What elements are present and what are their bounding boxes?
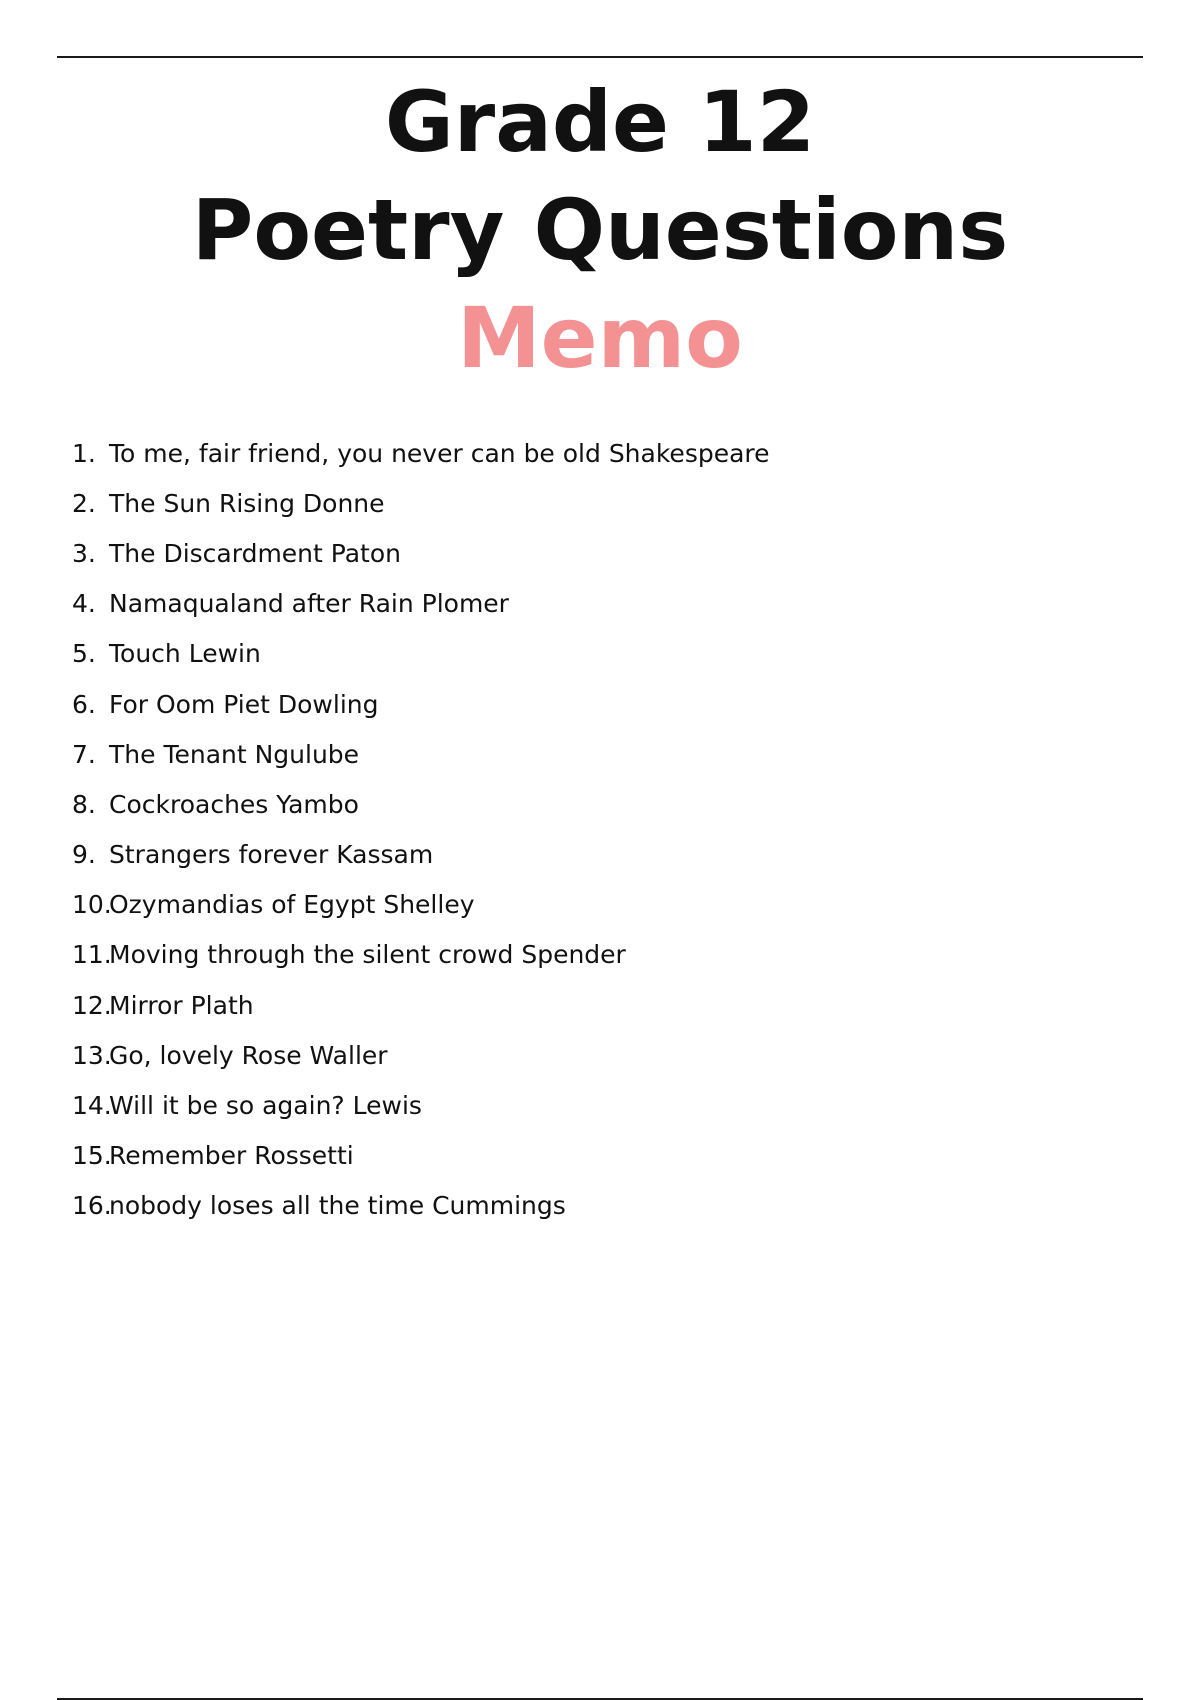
item-text: Touch Lewin [109,639,261,669]
item-text: Moving through the silent crowd Spender [109,940,626,970]
list-item [72,830,1132,880]
list-item [72,880,1132,930]
item-number: 11. [72,940,112,970]
item-text: Go, lovely Rose Waller [109,1040,388,1070]
item-number: 4. [72,589,96,619]
item-text: To me, fair friend, you never can be old Shakespeare [109,438,770,468]
page-title: Poetry Questions [191,181,1009,279]
item-number: 9. [72,840,96,870]
list-item [72,1131,1132,1181]
list-item [72,1080,1132,1130]
item-number: 8. [72,789,96,819]
item-text: The Sun Rising Donne [109,488,385,518]
item-text: Strangers forever Kassam [109,840,434,870]
item-number: 6. [72,689,96,719]
page-subtitle-memo: Memo [457,289,743,387]
list-item [72,779,1132,829]
top-divider [57,56,1143,58]
item-text: The Tenant Ngulube [109,739,360,769]
list-item [72,679,1132,729]
list-item [72,428,1132,478]
item-text: The Discardment Paton [109,538,401,568]
item-text: Ozymandias of Egypt Shelley [109,890,475,920]
item-number: 14. [72,1091,112,1121]
item-number: 1. [72,438,96,468]
item-number: 12. [72,990,112,1020]
list-item [72,629,1132,679]
list-item [72,528,1132,578]
item-number: 13. [72,1040,112,1070]
item-number: 3. [72,538,96,568]
item-text: Will it be so again? Lewis [109,1091,422,1121]
item-text: Cockroaches Yambo [109,789,359,819]
item-number: 16. [72,1191,112,1221]
item-number: 10. [72,890,112,920]
item-text: nobody loses all the time Cummings [109,1191,566,1221]
list-item [72,930,1132,980]
list-item [72,1030,1132,1080]
item-number: 7. [72,739,96,769]
item-text: Namaqualand after Rain Plomer [109,589,509,619]
page-title-grade: Grade 12 [384,73,816,171]
list-item [72,1181,1132,1231]
list-item [72,478,1132,528]
poem-list [72,428,1132,1231]
item-number: 2. [72,488,96,518]
list-item [72,980,1132,1030]
item-number: 15. [72,1141,112,1171]
title-block [0,73,1200,404]
list-item [72,729,1132,779]
item-number: 5. [72,639,96,669]
item-text: For Oom Piet Dowling [109,689,379,719]
item-text: Mirror Plath [109,990,254,1020]
list-item [72,579,1132,629]
item-text: Remember Rossetti [109,1141,354,1171]
